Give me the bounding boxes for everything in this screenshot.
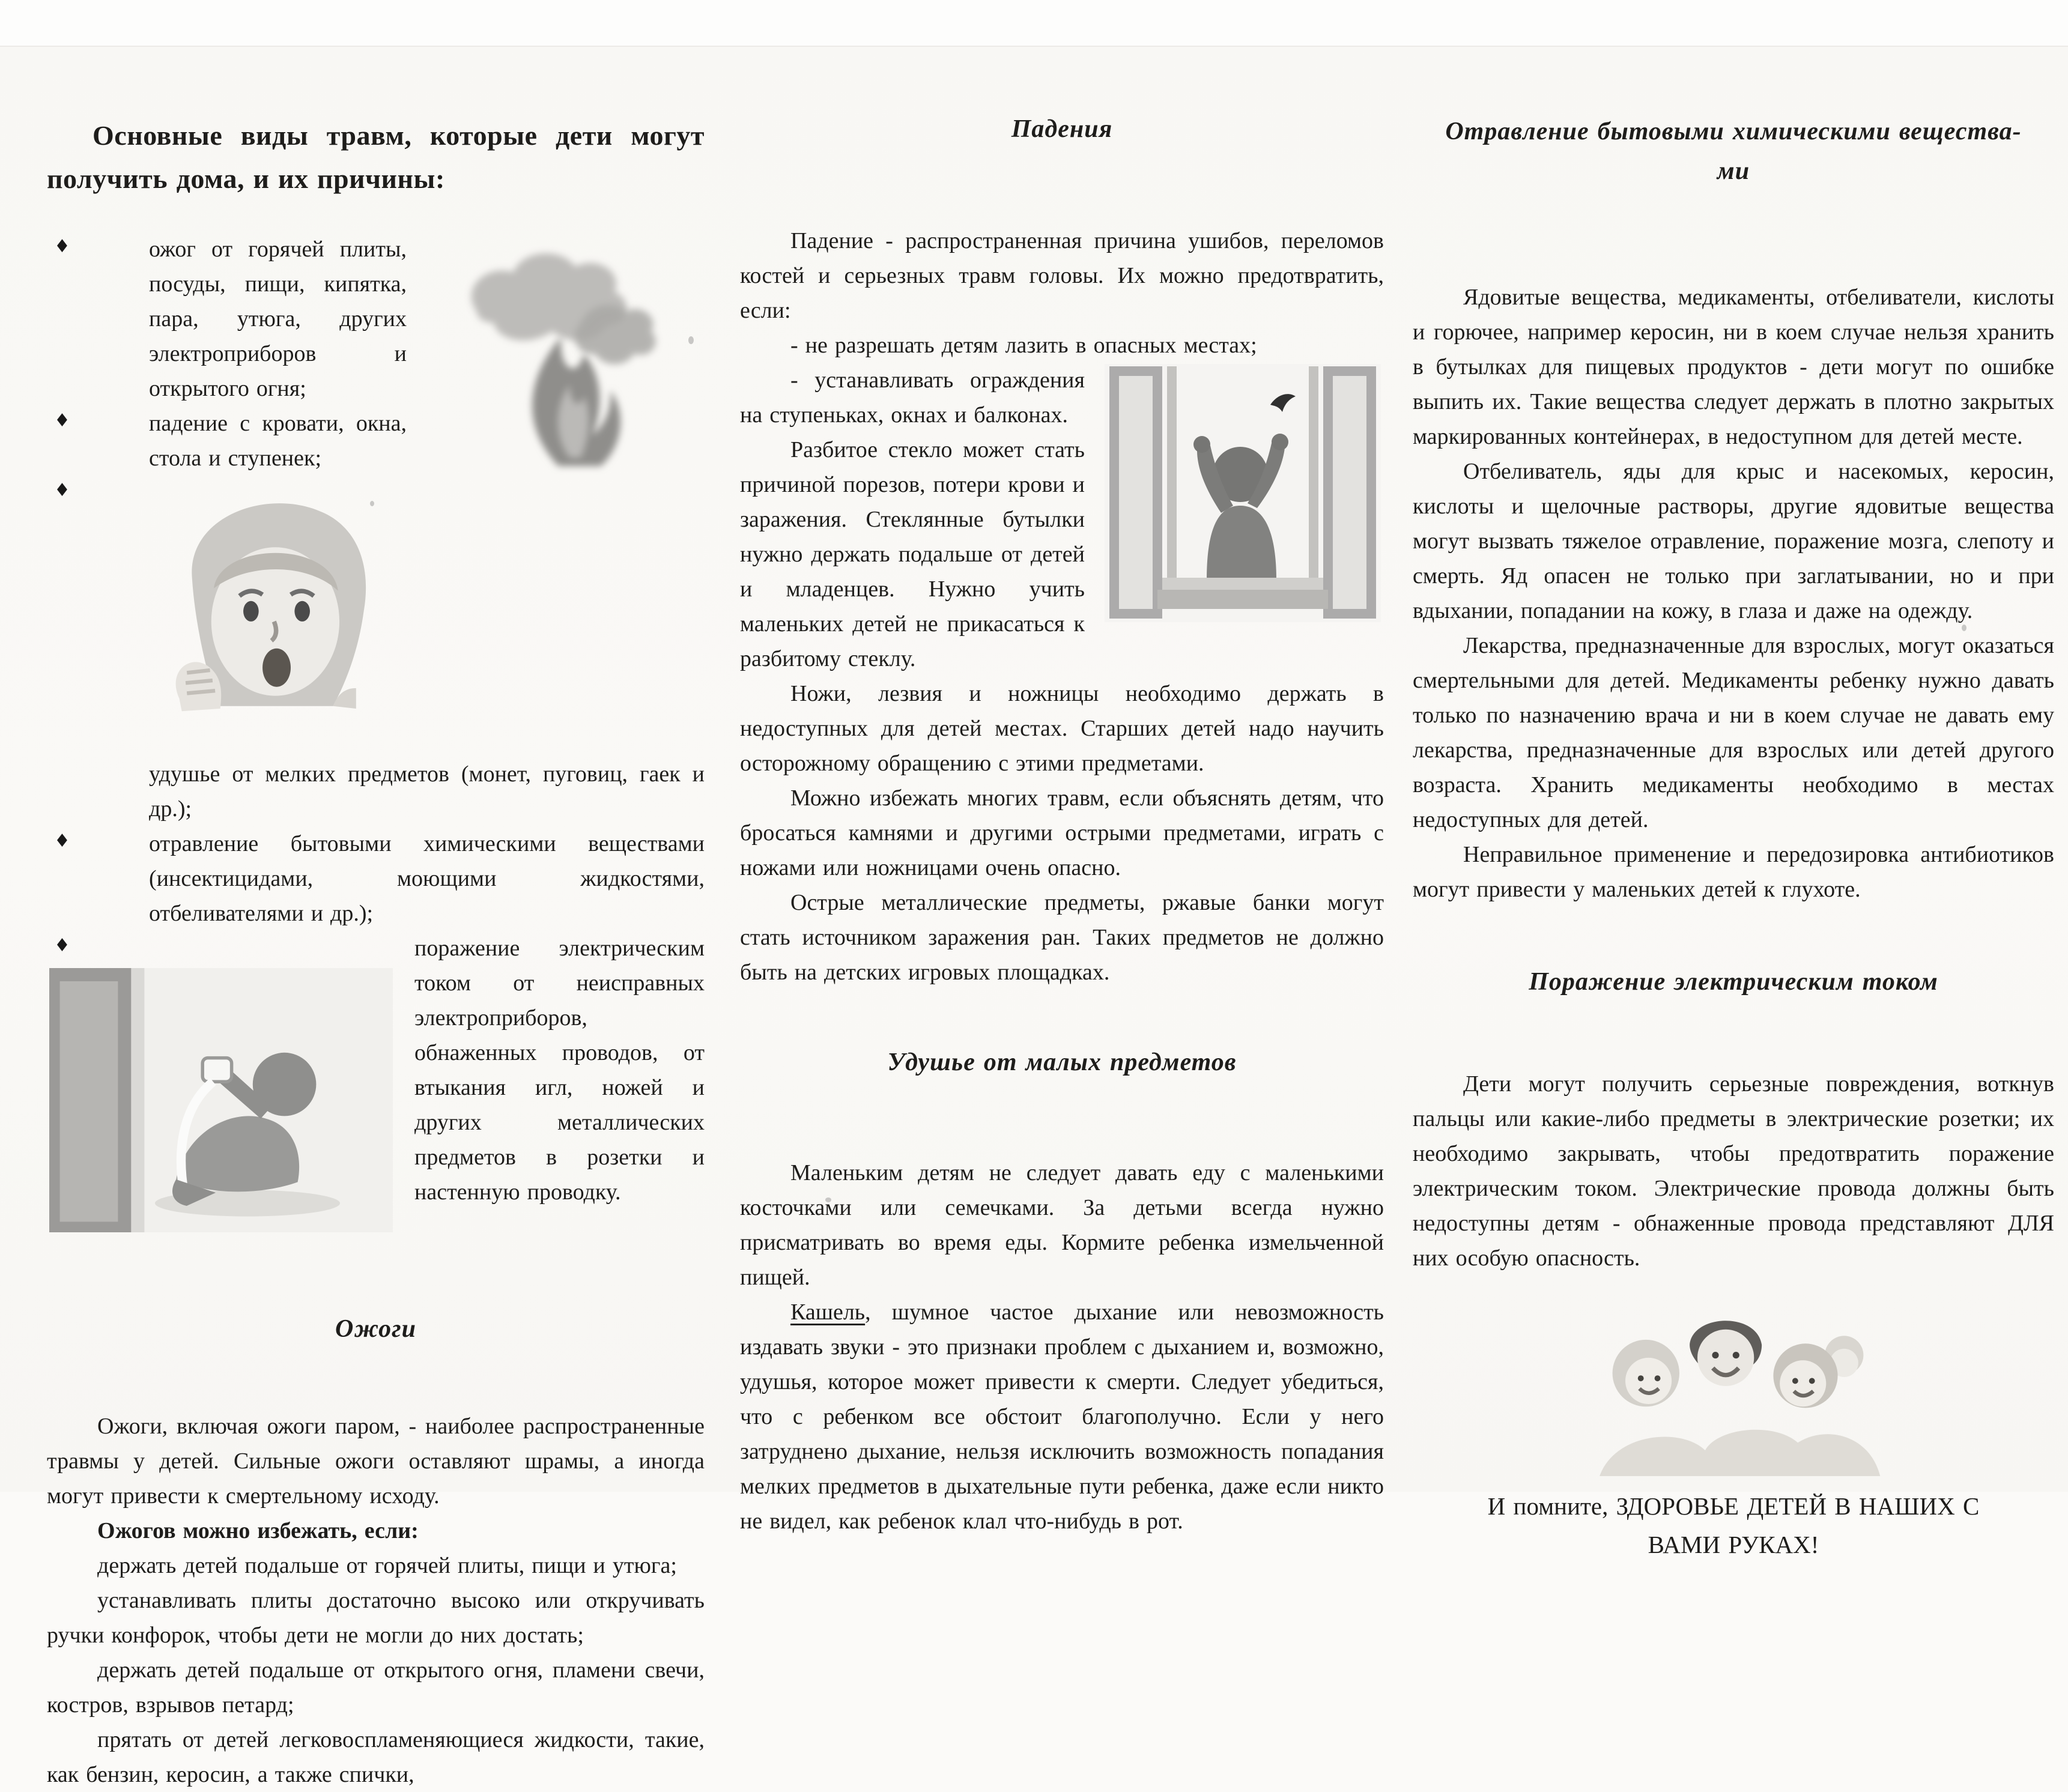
hazard-item-fall: [47, 406, 705, 476]
section-heading-choking: Удушье от малых предметов: [887, 1049, 1237, 1076]
section-heading-poisoning: Отравление бытовыми химическими вещества- ми: [1445, 118, 2022, 185]
middle-column: [740, 90, 1384, 1539]
falls-paragraph: Можно избежать многих травм, если объяснять детям, что бросаться камнями и другими острыми предметами, играть с ножами или ножницами очень опасно.: [740, 786, 1384, 880]
bullet-diamond-icon: ♦: [54, 831, 70, 852]
burns-paragraph: Ожоги, включая ожоги паром, - наиболее распространенные травмы у детей. Сильные ожоги оставляют шрамы, а иногда могут привести к смертельному исходу.: [47, 1414, 705, 1509]
burns-tip: устанавливать плиты достаточно высоко или откручивать ручки конфорок, чтобы дети не могли до них достать;: [47, 1588, 705, 1648]
hazard-list: [47, 232, 705, 1241]
hazard-item-burn: [47, 232, 705, 406]
falls-paragraph: Ножи, лезвия и ножницы необходимо держать в недоступных для детей местах. Старших детей надо научить осторожному обращению с этими предметами.: [740, 681, 1384, 776]
family-photo: [1577, 1296, 1890, 1476]
falls-paragraph: Падение - распространенная причина ушибов, переломов костей и серьезных травм головы. Их можно предотвратить, если:: [740, 228, 1384, 323]
bullet-diamond-icon: ♦: [54, 935, 70, 956]
footer-caps: ЗДОРОВЬЕ ДЕТЕЙ В НАШИХ С: [1616, 1492, 1980, 1520]
hazard-item-text: падение с кровати, окна, стола и ступенек;: [149, 411, 407, 471]
bullet-diamond-icon: ♦: [54, 410, 70, 431]
hazard-item-choking: [47, 476, 705, 826]
falls-dash-item: - не разрешать детям лазить в опасных местах;: [790, 333, 1257, 358]
poisoning-paragraph: Ядовитые вещества, медикаменты, отбеливатели, кислоты и горючее, например керосин, ни в коем случае нельзя хранить в бутылках для пищевых продуктов - дети могут по ошибке выпить их. Такие вещества следует держать в плотно закрытых маркированных контейнерах, в недоступном для детей месте.: [1413, 285, 2054, 449]
hazard-item-electric: [47, 931, 705, 1209]
burns-tip: прятать от детей легковоспламеняющиеся жидкости, такие, как бензин, керосин, а также спички,: [47, 1727, 705, 1787]
hazard-item-text: отравление бытовыми химическими веществами (инсектицидами, моющими жидкостями, отбеливателями и др.);: [149, 831, 705, 926]
bullet-diamond-icon: ♦: [54, 236, 70, 257]
hazard-item-text: удушье от мелких предметов (монет, пуговиц, гаек и др.);: [149, 761, 705, 822]
poisoning-paragraph: Лекарства, предназначенные для взрослых, могут оказаться смертельными для детей. Медикаменты ребенку нужно давать только по назначению врача и ни в коем случае не давать ему лекарства, предназначенные для взрослых или детей другого возраста. Хранить медикаменты необходимо в местах недоступных для детей.: [1413, 633, 2054, 832]
page-title: Основные виды травм, которые дети могут получить дома, и их причины:: [47, 120, 705, 194]
burns-tip: держать детей подальше от открытого огня, пламени свечи, костров, взрывов петард;: [47, 1657, 705, 1718]
poisoning-paragraph: Отбеливатель, яды для крыс и насекомых, керосин, кислоты и щелочные растворы, другие ядовитые вещества могут вызвать тяжелое отравление, поражение мозга, слепоту и смерть. Яд опасен не только при заглатывании, но и при вдыхании, попадании на кожу, в глаза и даже на одежду.: [1413, 459, 2054, 623]
scan-edge-strip: [0, 0, 2068, 46]
hazard-item-text: ожог от горячей плиты, посуды, пищи, кипятка, пара, утюга, других электроприборов и открытого огня;: [149, 237, 407, 401]
underlined-term: Кашель: [790, 1300, 866, 1325]
hazard-item-poisoning: [47, 826, 705, 931]
right-column: [1413, 90, 2054, 1564]
footer-slogan: [1413, 1487, 2054, 1564]
section-heading-electric-shock: Поражение электрическим током: [1529, 968, 1938, 996]
choking-paragraph: Маленьким детям не следует давать еду с маленькими косточками или семечками. За детьми всегда нужно присматривать во время еды. Кормите ребенка измельченной пищей.: [740, 1160, 1384, 1290]
falls-paragraph: Разбитое стекло может стать причиной порезов, потери крови и заражения. Стеклянные бутылки нужно держать подальше от детей и младенцев. Нужно учить маленьких детей не прикасаться к разбитому стеклу.: [740, 437, 1085, 671]
footer-caps: ВАМИ РУКАХ!: [1648, 1531, 1819, 1558]
bullet-diamond-icon: ♦: [54, 480, 70, 501]
left-column: [47, 114, 705, 1792]
falls-paragraph: Острые металлические предметы, ржавые банки могут стать источником заражения ран. Таких предметов не должно быть на детских игровых площадках.: [740, 890, 1384, 985]
choking-paragraph: Кашель, шумное частое дыхание или невозможность издавать звуки - это признаки проблем с дыханием и, возможно, удушья, которое может привести к смерти. Следует убедиться, что с ребенком все обстоит благополучно. Если у него затруднено дыхание, нельзя исключить возможность попадания мелких предметов в дыхательные пути ребенка, даже если никто не видел, как ребенок клал что-нибудь в рот.: [740, 1300, 1384, 1534]
section-heading-burns: Ожоги: [335, 1315, 416, 1343]
shock-paragraph: Дети могут получить серьезные повреждения, воткнув пальцы или какие-либо предметы в электрические розетки; их необходимо закрывать, чтобы предотвратить поражение электрическим током. Электрические провода должны быть недоступны детям - обнаженные провода представляют ДЛЯ них особую опасность.: [1413, 1071, 2054, 1271]
burns-tip: держать детей подальше от горячей плиты, пищи и утюга;: [97, 1553, 677, 1578]
poisoning-paragraph: Неправильное применение и передозировка антибиотиков могут привести у маленьких детей к глухоте.: [1413, 842, 2054, 902]
window-child-illustration: [1102, 364, 1384, 622]
burns-lead: Ожогов можно избежать, если:: [97, 1518, 419, 1543]
hazard-item-text: поражение электрическим током от неисправных электроприборов, обнаженных проводов, от втыкания игл, ножей и других металлических предметов в розетки и настенную проводку.: [414, 936, 705, 1205]
section-heading-falls: Падения: [1011, 115, 1113, 143]
footer-lead: И помните,: [1487, 1492, 1616, 1520]
falls-dash-item: - устанавливать ограждения на ступеньках, окнах и балконах.: [740, 368, 1085, 428]
